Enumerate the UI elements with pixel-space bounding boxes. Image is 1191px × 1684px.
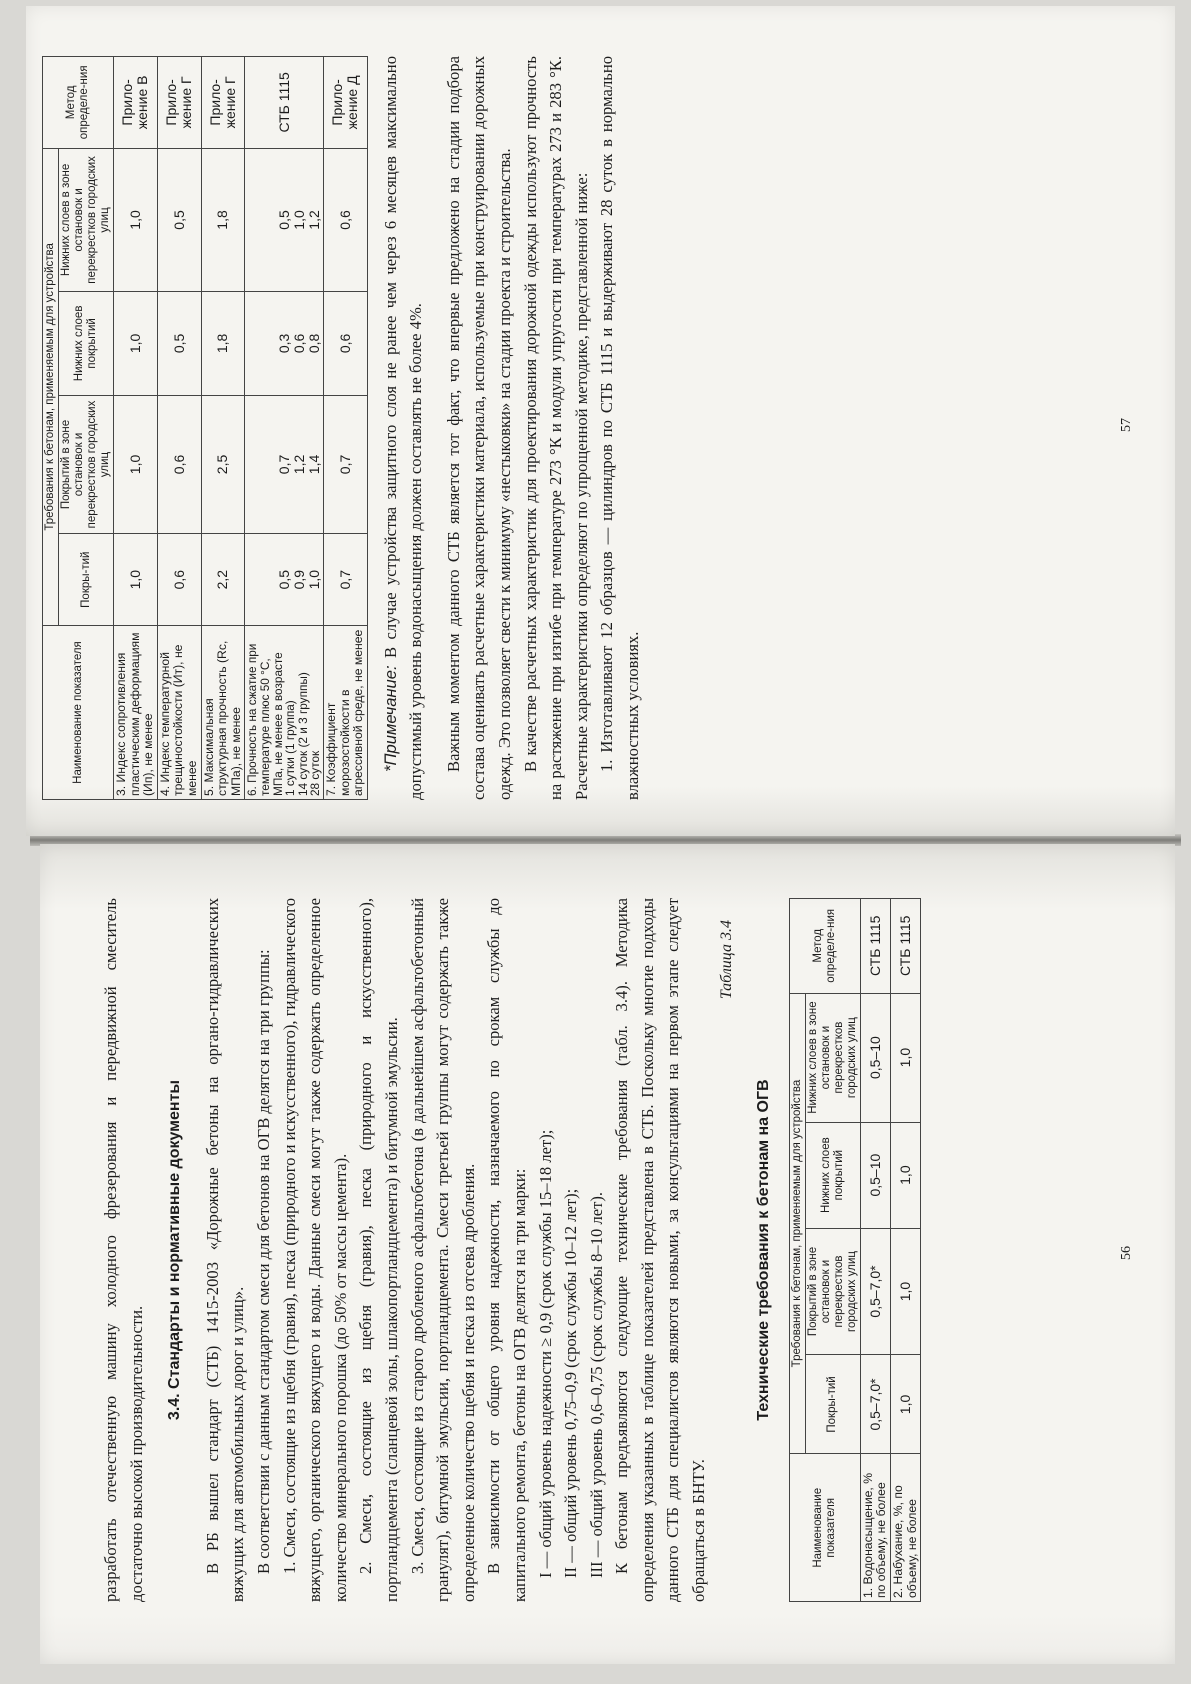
cell: 1,0: [114, 534, 158, 626]
cell: 0,7: [323, 395, 367, 534]
cell-line: 1,0: [290, 210, 307, 230]
row-name-line: 1 сутки (1 группа): [283, 700, 298, 796]
paragraph: 1. Смеси, состоящие из щебня (гравия), песка (природного и искусственного), гидравлического вяжущего, органического вяжущего и воды. Данные смеси могут также содержать определенное количество минерального порошка (до 50% от массы цемента).: [279, 898, 350, 1602]
cell: 0,5–7,0*: [860, 1228, 890, 1355]
table-row: [201, 57, 245, 800]
cell: 0,7: [323, 534, 367, 626]
grade-item: I — общий уровень надежности ≥ 0,9 (срок службы 15–18 лет);: [535, 1129, 555, 1578]
row-name: 7. Коэффициент морозостойкости в агрессивной среде, не менее: [323, 626, 367, 800]
paragraph: В РБ вышел стандарт (СТБ) 1415-2003 «Дорожные бетоны на органо-гидравлических вяжущих для автомобильных дорог и улиц».: [202, 898, 248, 1602]
cell-line: 1,2: [290, 454, 307, 475]
cell: 1,0: [891, 1355, 921, 1454]
table-header-group: Требования к бетонам, применяемым для устройства: [789, 993, 805, 1454]
note-text: В случае устройства защитного слоя не ранее чем через 6 месяцев максимально допустимый уровень водонасыщения должен составлять не более 4%.: [380, 56, 426, 800]
paragraph: 2. Смеси, состоящие из щебня (гравия), песка (природного и искусственного), портландцемента (сланцевой золы, шлакопортландцемента) и битумной эмульсии.: [356, 898, 401, 1602]
table-header-col: Покрытий в зоне остановок и перекрестков городских улиц: [805, 1228, 860, 1355]
page-57: [26, 6, 1175, 836]
paragraph: 3. Смеси, состоящие из старого дробленого асфальтобетона (в дальнейшем асфальтобетонный гранулят), битумной эмульсии, портландцемента. Смеси третьей группы могут содержать также определенное количество щебня и песка из отсева дробления.: [407, 898, 478, 1602]
cell: Прило-жение Г: [157, 57, 201, 149]
table-row: [860, 899, 890, 1602]
cell: 1,0: [114, 292, 158, 395]
cell: СТБ 1115: [245, 57, 324, 149]
paragraph: В зависимости от общего уровня надежности, назначаемого по срокам службы до капитального ремонта, бетоны на ОГВ делятся на три марки:: [484, 898, 529, 1602]
row-name: [245, 626, 324, 800]
grade-item: III — общий уровень 0,6–0,75 (срок службы 8–10 лет).: [586, 1191, 606, 1578]
grade-item: II — общий уровень 0,75–0,9 (срок службы 10–12 лет);: [561, 1188, 581, 1578]
page-number: 56: [1119, 1246, 1134, 1260]
cell: Прило-жение Д: [323, 57, 367, 149]
cell: 0,5: [157, 292, 201, 395]
table-row: [114, 57, 158, 800]
cell: 2,2: [201, 534, 245, 626]
table-title: Технические требования к бетонам на ОГВ: [755, 1079, 773, 1421]
cell: 1,8: [201, 148, 245, 291]
cell-line: 0,6: [290, 333, 307, 354]
note-label: *Примечание:: [380, 665, 400, 772]
paragraph: 1. Изготавливают 12 образцов — цилиндров по СТБ 1115 и выдерживают 28 суток в нормально влажностных условиях.: [597, 56, 643, 800]
cell: [245, 148, 324, 291]
table-header-col: Покрытий в зоне остановок и перекрестков городских улиц: [59, 395, 114, 534]
table-header-name: Наименование показателя: [43, 626, 114, 800]
cell-line: 0,8: [305, 333, 322, 354]
row-name: 3. Индекс сопротивления пластическим деформациям (Ип), не менее: [114, 626, 158, 800]
table-header-method: Метод определе-ния: [43, 57, 114, 149]
table-note: [378, 56, 429, 800]
table-header-name: Наименование показателя: [789, 1454, 860, 1602]
cell: 1,0: [114, 395, 158, 534]
table-row: [323, 57, 367, 800]
row-name-line: 6. Прочность на сжатие при температуре плюс 50 °С, МПа, не менее в возрасте: [245, 643, 285, 796]
cell: 0,6: [157, 534, 201, 626]
page-57-content: [42, 56, 646, 800]
table-row: [157, 57, 201, 800]
cell-line: 0,7: [275, 454, 292, 475]
cell-line: 0,5: [275, 569, 292, 590]
cell-line: 0,3: [275, 333, 292, 354]
paragraph: Важным моментом данного СТБ является тот факт, что впервые предложено на стадии подбора состава оценивать расчетные характеристики материала, используемые при конструировании дорожных одежд. Это позволяет свести к минимуму «нестыковки» на стадии проекта и строительства.: [443, 56, 515, 800]
cell: 0,5: [157, 148, 201, 291]
cell: 0,6: [323, 148, 367, 291]
cell: 0,5–10: [860, 1122, 890, 1228]
row-name-line: 28 суток: [308, 750, 323, 796]
table-header-method: Метод определе-ния: [789, 899, 860, 994]
cell-line: 0,9: [290, 569, 307, 590]
cell: Прило-жение Г: [201, 57, 245, 149]
cell: 1,0: [114, 148, 158, 291]
row-name: 4. Индекс температурной трещиностойкости (Ит), не менее: [157, 626, 201, 800]
cell: 0,5–7,0*: [860, 1355, 890, 1454]
table-header-col: Нижних слоев в зоне остановок и перекрестков городских улиц: [805, 993, 860, 1122]
row-name: 2. Набухание, %, по объему, не более: [891, 1454, 921, 1602]
cell: [245, 534, 324, 626]
cell: 0,6: [157, 395, 201, 534]
cell-line: 1,4: [305, 454, 322, 475]
intro-paragraph: разработать отечественную машину холодного фрезерования и передвижной смеситель достаточно высокой производительности.: [101, 898, 146, 1602]
cell: 0,5–10: [860, 993, 890, 1122]
cell: 0,6: [323, 292, 367, 395]
cell: 1,8: [201, 292, 245, 395]
cell: [245, 395, 324, 534]
table-header-col: Нижних слоев покрытий: [59, 292, 114, 395]
cell: СТБ 1115: [891, 899, 921, 994]
page-number: 57: [1119, 418, 1134, 432]
cell: 1,0: [891, 1228, 921, 1355]
cell-line: 0,5: [275, 210, 292, 230]
paragraph: В соответствии с данным стандартом смеси для бетонов на ОГВ делятся на три группы:: [253, 949, 273, 1574]
cell: 2,5: [201, 395, 245, 534]
page-56-content: [98, 898, 921, 1602]
requirements-table-part-2: [42, 56, 368, 800]
row-name-line: 14 суток (2 и 3 группы): [295, 672, 310, 796]
section-heading: 3.4. Стандарты и нормативные документы: [166, 1079, 184, 1421]
table-row: [245, 57, 324, 800]
table-header-col: Нижних слоев покрытий: [805, 1122, 860, 1228]
row-name: 5. Максимальная структурная прочность (Rc, МПа), не менее: [201, 626, 245, 800]
cell: 1,0: [891, 993, 921, 1122]
table-header-col: Покры-тий: [805, 1355, 860, 1454]
table-row: [891, 899, 921, 1602]
cell: 1,0: [891, 1122, 921, 1228]
table-caption: Таблица 3.4: [717, 920, 735, 1000]
row-name: 1. Водонасыщение, % по объему, не более: [860, 1454, 890, 1602]
cell: [245, 292, 324, 395]
requirements-table-part-1: [789, 898, 921, 1602]
paragraph: В качестве расчетных характеристик для проектирования дорожной одежды используют прочность на растяжение при изгибе при температуре 273 °К и модули упругости при температурах 273 и 283 °К. Расчетные характеристики определяют по упрощенной методике, представленной ниже:: [520, 56, 591, 800]
cell-line: 1,2: [305, 210, 322, 230]
table-header-group: Требования к бетонам, применяемым для устройства: [43, 148, 59, 625]
closing-paragraph: К бетонам предъявляются следующие технические требования (табл. 3.4). Методика определения указанных в таблице показателей представлена в СТБ. Поскольку многие подходы данного СТБ для специалистов являются новыми, за консультациями на первом этапе следует обращаться в БНТУ.: [612, 898, 709, 1602]
page-56: [40, 844, 1175, 1664]
table-header-col: Покры-тий: [59, 534, 114, 626]
cell: Прило-жение В: [114, 57, 158, 149]
cell: СТБ 1115: [860, 899, 890, 994]
table-header-col: Нижних слоев в зоне остановок и перекрестков городских улиц: [59, 148, 114, 291]
cell-line: 1,0: [305, 569, 322, 590]
